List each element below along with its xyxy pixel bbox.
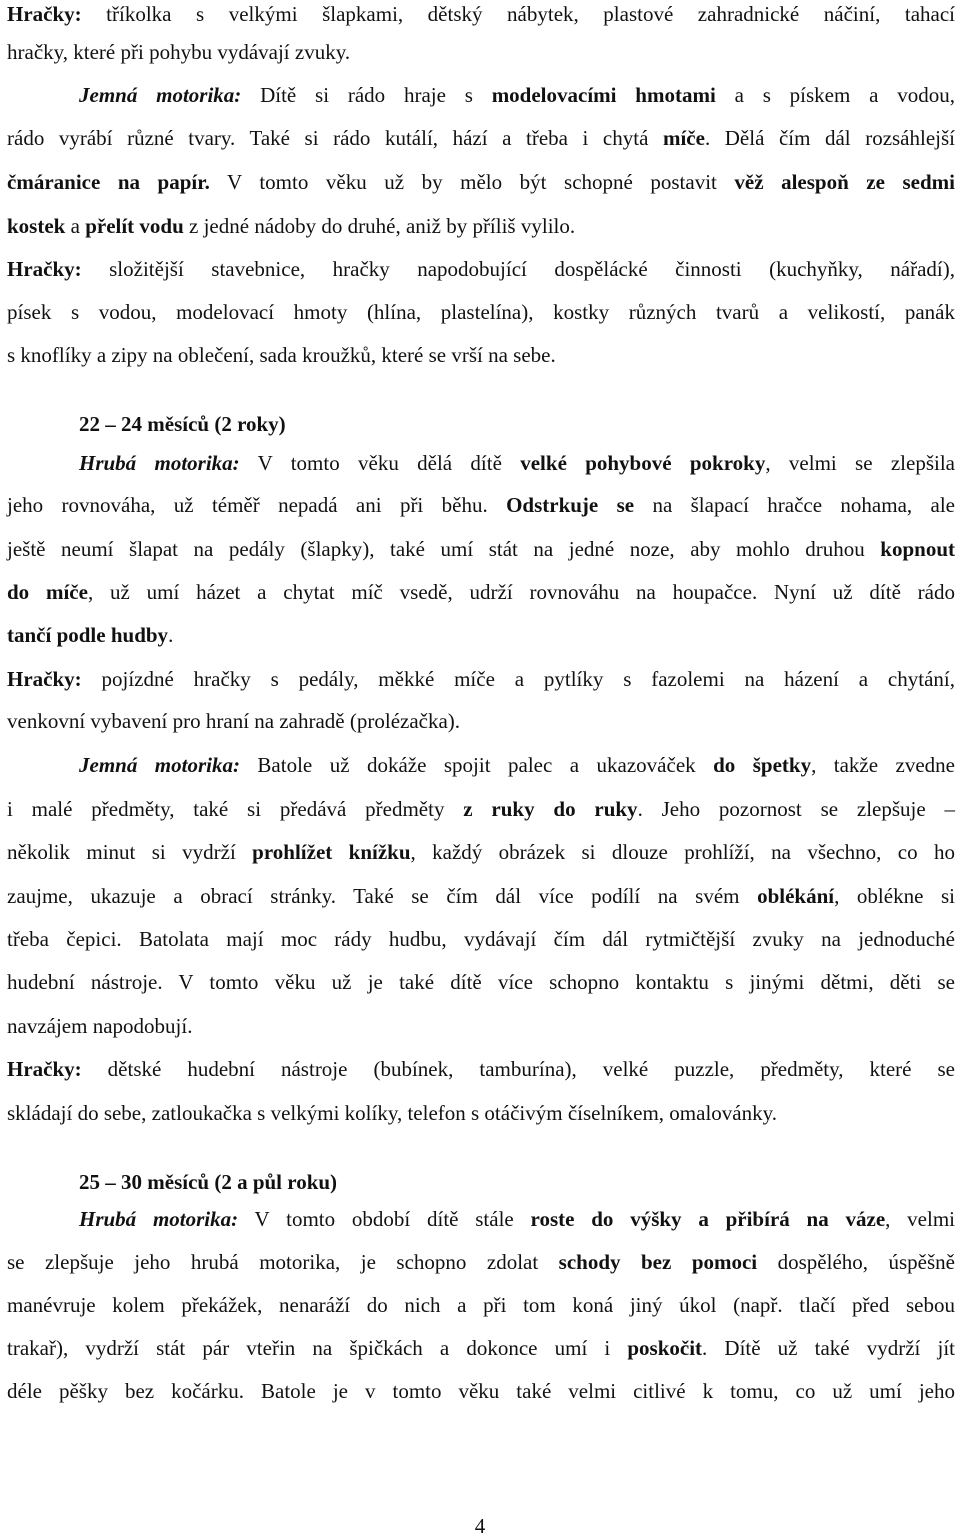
emphasized-text: Hračky: <box>7 2 82 26</box>
text-run: jeho rovnováha, už téměř nepadá ani při běhu. <box>7 493 507 517</box>
emphasized-text: míče <box>662 126 705 150</box>
emphasized-text: čmáranice na papír. <box>7 170 210 194</box>
text-run: navzájem napodobují. <box>7 1014 193 1038</box>
text-run: i malé předměty, také si předává předměty <box>7 797 464 821</box>
text-run: . Dělá čím dál rozsáhlejší <box>704 126 955 150</box>
emphasized-text: přelít vodu <box>85 214 184 238</box>
text-run: třeba čepici. Batolata mají moc rády hudbu, vydávají čím dál rytmičtější zvuky na jednoduché <box>7 927 955 951</box>
text-run: a s pískem a vodou, <box>715 83 955 107</box>
text-run: z jedné nádoby do druhé, aniž by příliš vylilo. <box>183 214 576 238</box>
text-line <box>7 124 955 152</box>
text-line <box>7 341 955 369</box>
text-line <box>7 968 955 996</box>
text-line <box>7 255 955 283</box>
text-line <box>7 0 955 28</box>
emphasized-text: schody bez pomoci <box>558 1250 758 1274</box>
text-run: . Dítě už také vydrží jít <box>702 1336 955 1360</box>
text-run: dětské hudební nástroje (bubínek, tamburína), velké puzzle, předměty, které se <box>81 1057 955 1081</box>
text-run: rádo vyrábí různé tvary. Také si rádo kutálí, hází a třeba i chytá <box>7 126 663 150</box>
emphasized-text: Jemná motorika: <box>79 83 242 107</box>
text-line <box>79 81 955 109</box>
text-run: venkovní vybavení pro hraní na zahradě (prolézačka). <box>7 709 461 733</box>
text-run: , velmi <box>885 1207 956 1231</box>
emphasized-text: Hračky: <box>7 257 82 281</box>
text-line <box>7 707 955 735</box>
emphasized-text: 22 – 24 měsíců (2 roky) <box>79 412 286 436</box>
section-heading <box>79 410 955 438</box>
text-line <box>7 1334 955 1362</box>
emphasized-text: z ruky do ruky <box>463 797 638 821</box>
text-run: V tomto věku dělá dítě <box>239 451 521 475</box>
emphasized-text: Jemná motorika: <box>79 753 240 777</box>
emphasized-text: kostek <box>7 214 66 238</box>
text-run: . <box>168 623 174 647</box>
text-line <box>7 1012 955 1040</box>
text-run: ještě neumí šlapat na pedály (šlapky), také umí stát na jedné noze, aby mohlo druhou <box>7 537 881 561</box>
emphasized-text: roste do výšky a přibírá na váze <box>530 1207 886 1231</box>
text-run: se zlepšuje jeho hrubá motorika, je schopno zdolat <box>7 1250 559 1274</box>
text-run: Batole už dokáže spojit palec a ukazováček <box>239 753 714 777</box>
text-line <box>79 1205 955 1233</box>
text-line <box>7 1248 955 1276</box>
text-run: tříkolka s velkými šlapkami, dětský nábytek, plastové zahradnické náčiní, tahací <box>81 2 955 26</box>
text-line <box>7 665 955 693</box>
emphasized-text: tančí podle hudby <box>7 623 169 647</box>
text-run: na šlapací hračce nohama, ale <box>634 493 955 517</box>
text-run: manévruje kolem překážek, nenaráží do nich a při tom koná jiný úkol (např. tlačí před sebou <box>7 1293 955 1317</box>
text-line <box>7 578 955 606</box>
text-run: V tomto období dítě stále <box>238 1207 531 1231</box>
emphasized-text: věž alespoň ze sedmi <box>734 170 955 194</box>
emphasized-text: Odstrkuje se <box>506 493 635 517</box>
emphasized-text: Hrubá motorika: <box>79 1207 239 1231</box>
emphasized-text: do špetky <box>713 753 812 777</box>
text-line <box>7 212 955 240</box>
text-run: . Jeho pozornost se zlepšuje – <box>637 797 955 821</box>
text-line <box>7 168 955 196</box>
emphasized-text: velké pohybové pokroky <box>520 451 766 475</box>
text-line <box>7 795 955 823</box>
text-run: několik minut si vydrží <box>7 840 253 864</box>
text-run: a <box>65 214 86 238</box>
emphasized-text: do míče <box>7 580 88 604</box>
text-run: skládají do sebe, zatloukačka s velkými kolíky, telefon s otáčivým číselníkem, omalovánky. <box>7 1101 777 1125</box>
page-number: 4 <box>474 1514 486 1538</box>
text-line <box>7 1377 955 1405</box>
text-line <box>7 1291 955 1319</box>
text-line <box>7 1055 955 1083</box>
text-run: zaujme, ukazuje a obrací stránky. Také se čím dál více podílí na svém <box>7 884 758 908</box>
emphasized-text: Hračky: <box>7 667 82 691</box>
text-run: hračky, které při pohybu vydávají zvuky. <box>7 40 351 64</box>
text-run: déle pěšky bez kočárku. Batole je v tomto věku také velmi citlivé k tomu, co už umí jeho <box>7 1379 955 1403</box>
text-run: , oblékne si <box>834 884 955 908</box>
emphasized-text: Hračky: <box>7 1057 82 1081</box>
text-line <box>7 621 955 649</box>
section-heading <box>79 1168 955 1196</box>
text-line <box>7 491 955 519</box>
text-run: , každý obrázek si dlouze prohlíží, na všechno, co ho <box>410 840 955 864</box>
text-run: hudební nástroje. V tomto věku už je také dítě více schopno kontaktu s jinými dětmi, děti se <box>7 970 955 994</box>
text-line <box>7 535 955 563</box>
text-line <box>7 1099 955 1127</box>
text-run: V tomto věku už by mělo být schopné postavit <box>209 170 735 194</box>
text-run: Dítě si rádo hraje s <box>241 83 492 107</box>
text-line <box>7 838 955 866</box>
emphasized-text: Hrubá motorika: <box>79 451 240 475</box>
text-line <box>7 298 955 326</box>
text-line <box>7 38 955 66</box>
text-line <box>79 449 955 477</box>
text-line <box>7 882 955 910</box>
text-line <box>7 925 955 953</box>
text-run: složitější stavebnice, hračky napodobující dospělácké činnosti (kuchyňky, nářadí), <box>81 257 955 281</box>
text-run: pojízdné hračky s pedály, měkké míče a pytlíky s fazolemi na házení a chytání, <box>81 667 955 691</box>
text-run: dospělého, úspěšně <box>757 1250 955 1274</box>
text-run: s knoflíky a zipy na oblečení, sada kroužků, které se vrší na sebe. <box>7 343 556 367</box>
text-run: písek s vodou, modelovací hmoty (hlína, plastelína), kostky různých tvarů a velikostí, panák <box>7 300 955 324</box>
emphasized-text: 25 – 30 měsíců (2 a půl roku) <box>79 1170 338 1194</box>
emphasized-text: kopnout <box>880 537 955 561</box>
text-run: , už umí házet a chytat míč vsedě, udrží rovnováhu na houpačce. Nyní už dítě rádo <box>87 580 955 604</box>
text-run: , velmi se zlepšila <box>765 451 955 475</box>
emphasized-text: modelovacími hmotami <box>491 83 716 107</box>
emphasized-text: poskočit <box>627 1336 703 1360</box>
emphasized-text: prohlížet knížku <box>252 840 411 864</box>
text-run: trakař), vydrží stát pár vteřin na špičkách a dokonce umí i <box>7 1336 628 1360</box>
text-run: , takže zvedne <box>811 753 955 777</box>
text-line <box>79 751 955 779</box>
emphasized-text: oblékání <box>757 884 835 908</box>
